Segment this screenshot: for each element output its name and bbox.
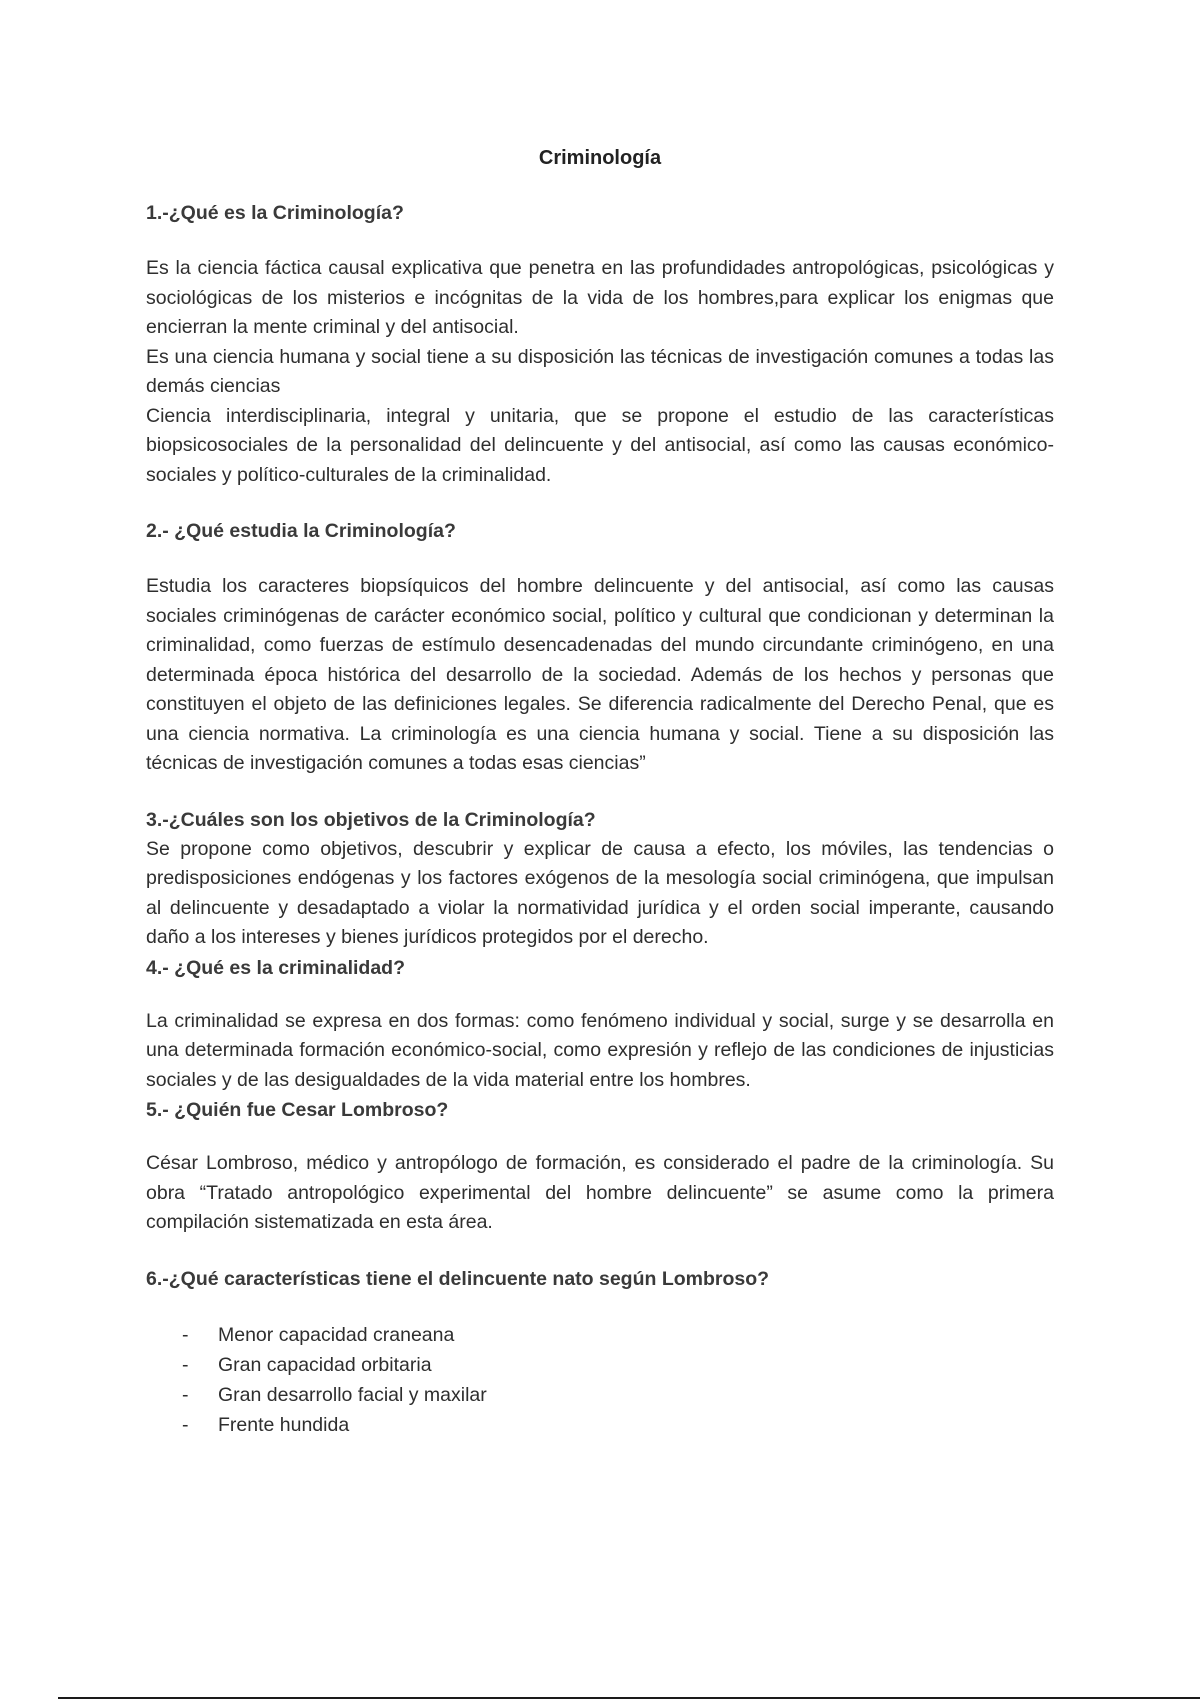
answer-1-paragraph-1: Es la ciencia fáctica causal explicativa que penetra en las profundidades antropológicas, psicológicas y sociológicas de los misterios e incógnitas de la vida de los hombres,para explicar los enigmas que encierran la mente criminal y del antisocial. — [146, 257, 1054, 338]
question-2-heading: 2.- ¿Qué estudia la Criminología? — [146, 520, 456, 542]
list-bullet: - — [182, 1413, 189, 1436]
answer-5-paragraph-1: César Lombroso, médico y antropólogo de formación, es considerado el padre de la criminología. Su obra “Tratado antropológico experimental del hombre delincuente” se asume como la primera compilación sistematizada en esta área. — [146, 1152, 1054, 1233]
question-4-heading: 4.- ¿Qué es la criminalidad? — [146, 956, 405, 979]
answer-4-paragraph-1: La criminalidad se expresa en dos formas: como fenómeno individual y social, surge y se desarrolla en una determinada formación económico-social, como expresión y reflejo de las condiciones de injusticias sociales y de las desigualdades de la vida material entre los hombres. — [146, 1009, 1054, 1091]
document-title: Criminología — [538, 147, 662, 169]
list-item — [146, 1350, 1054, 1380]
characteristics-list — [146, 1320, 1054, 1440]
question-6-heading: 6.-¿Qué características tiene el delincuente nato según Lombroso? — [146, 1267, 770, 1290]
list-item — [146, 1380, 1054, 1410]
list-item — [146, 1410, 1054, 1440]
list-item — [146, 1320, 1054, 1350]
answer-1-paragraph-2: Es una ciencia humana y social tiene a su disposición las técnicas de investigación comunes a todas las demás ciencias — [146, 345, 1054, 397]
question-5-heading: 5.- ¿Quién fue Cesar Lombroso? — [146, 1099, 449, 1121]
list-item-text: Frente hundida — [218, 1413, 350, 1436]
list-bullet: - — [182, 1353, 189, 1376]
section-1 — [146, 198, 1054, 490]
section-5 — [146, 1095, 1054, 1238]
question-3-heading: 3.-¿Cuáles son los objetivos de la Criminología? — [146, 808, 596, 831]
section-4 — [146, 953, 1054, 1096]
list-item-text: Gran desarrollo facial y maxilar — [218, 1383, 487, 1406]
section-6 — [146, 1264, 1054, 1440]
list-item-text: Menor capacidad craneana — [218, 1323, 455, 1346]
list-bullet: - — [182, 1383, 189, 1406]
footer-divider — [58, 1697, 1200, 1699]
answer-3-paragraph-1: Se propone como objetivos, descubrir y explicar de causa a efecto, los móviles, las tendencias o predisposiciones endógenas y los factores exógenos de la mesología social criminógena, que impulsan al delincuente y desadaptado a violar la normatividad jurídica y el orden social imperante, causando daño a los intereses y bienes jurídicos protegidos por el derecho. — [146, 837, 1054, 948]
section-2 — [146, 516, 1054, 779]
list-item-text: Gran capacidad orbitaria — [218, 1353, 432, 1376]
answer-1-paragraph-3: Ciencia interdisciplinaria, integral y unitaria, que se propone el estudio de las características biopsicosociales de la personalidad del delincuente y del antisocial, así como las causas económico-sociales y político-culturales de la criminalidad. — [146, 404, 1054, 486]
section-3 — [146, 805, 1054, 953]
answer-2-paragraph-1: Estudia los caracteres biopsíquicos del hombre delincuente y del antisocial, así como las causas sociales criminógenas de carácter económico social, político y cultural que condicionan y determinan la criminalidad, como fuerzas de estímulo desencadenadas del mundo circundante criminógeno, en una determinada época histórica del desarrollo de la sociedad. Además de los hechos y personas que constituyen el objeto de las definiciones legales. Se diferencia radicalmente del Derecho Penal, que es una ciencia normativa. La criminología es una ciencia humana y social. Tiene a su disposición las técnicas de investigación comunes a todas esas ciencias” — [146, 575, 1054, 774]
list-bullet: - — [182, 1323, 189, 1346]
document-body — [146, 143, 1054, 1440]
question-1-heading: 1.-¿Qué es la Criminología? — [146, 202, 404, 224]
